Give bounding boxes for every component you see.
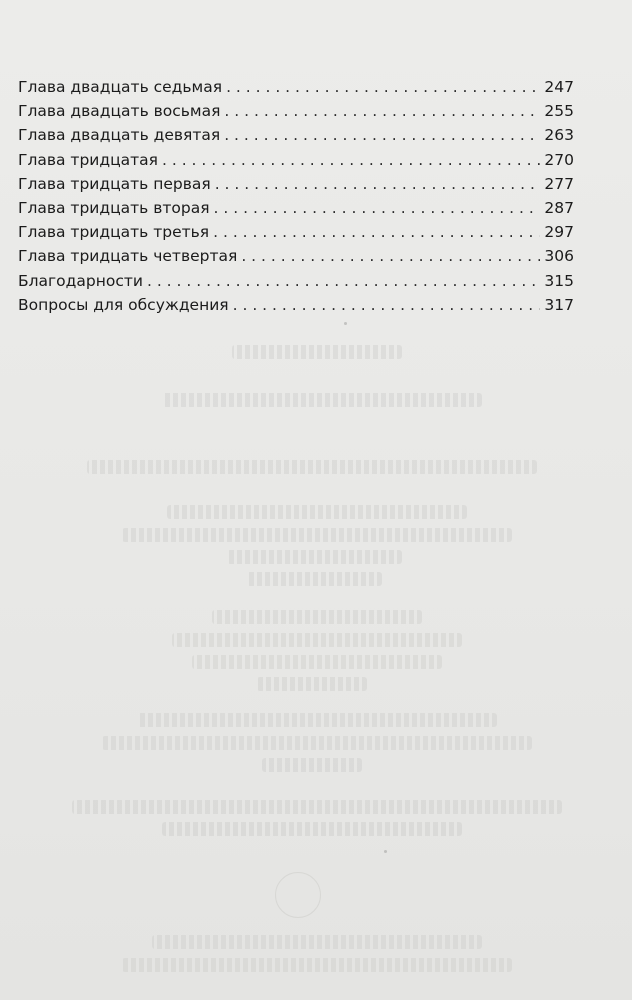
toc-entry-page: 297 [544, 223, 574, 242]
paper-speck [344, 322, 347, 325]
toc-entry [18, 247, 574, 271]
reverse-side-stamp [275, 872, 321, 918]
toc-entry [18, 126, 574, 150]
toc-leader-dots [215, 175, 540, 193]
toc-entry-page: 270 [544, 150, 574, 169]
toc-entry [18, 272, 574, 296]
toc-leader-dots [224, 102, 540, 120]
toc-entry-title: Глава тридцать вторая [18, 198, 210, 217]
toc-entry-title: Глава двадцать седьмая [18, 78, 223, 96]
toc-entry-page: 306 [544, 247, 574, 266]
toc-leader-dots [162, 151, 540, 169]
toc-leader-dots [241, 247, 540, 265]
toc-entry-title: Глава тридцать первая [18, 174, 211, 193]
toc-entry [18, 78, 574, 102]
toc-leader-dots [226, 78, 540, 96]
toc-entry-page: 263 [544, 126, 574, 145]
toc-entry-page: 277 [544, 174, 574, 193]
toc-entry-title: Глава двадцать девятая [18, 126, 221, 145]
toc-entry-page: 255 [544, 102, 574, 121]
toc-entry [18, 296, 574, 320]
table-of-contents [18, 78, 574, 320]
toc-entry [18, 102, 574, 126]
toc-leader-dots [233, 296, 540, 314]
toc-entry [18, 175, 574, 199]
toc-entry-title: Вопросы для обсуждения [18, 295, 229, 314]
toc-entry-title: Глава тридцатая [18, 150, 158, 169]
toc-entry-title: Благодарности [18, 271, 143, 290]
toc-entry [18, 199, 574, 223]
toc-leader-dots [213, 223, 540, 241]
toc-entry-title: Глава двадцать восьмая [18, 102, 221, 121]
paper-speck [384, 850, 387, 853]
toc-leader-dots [214, 199, 540, 217]
toc-entry-title: Глава тридцать четвертая [18, 247, 238, 266]
toc-entry [18, 223, 574, 247]
toc-entry-title: Глава тридцать третья [18, 223, 210, 242]
toc-leader-dots [224, 126, 540, 144]
toc-entry-page: 317 [544, 295, 574, 314]
toc-entry-page: 287 [544, 198, 574, 217]
toc-entry-page: 247 [544, 78, 574, 96]
toc-entry-page: 315 [544, 271, 574, 290]
toc-entry [18, 151, 574, 175]
toc-leader-dots [147, 272, 540, 290]
